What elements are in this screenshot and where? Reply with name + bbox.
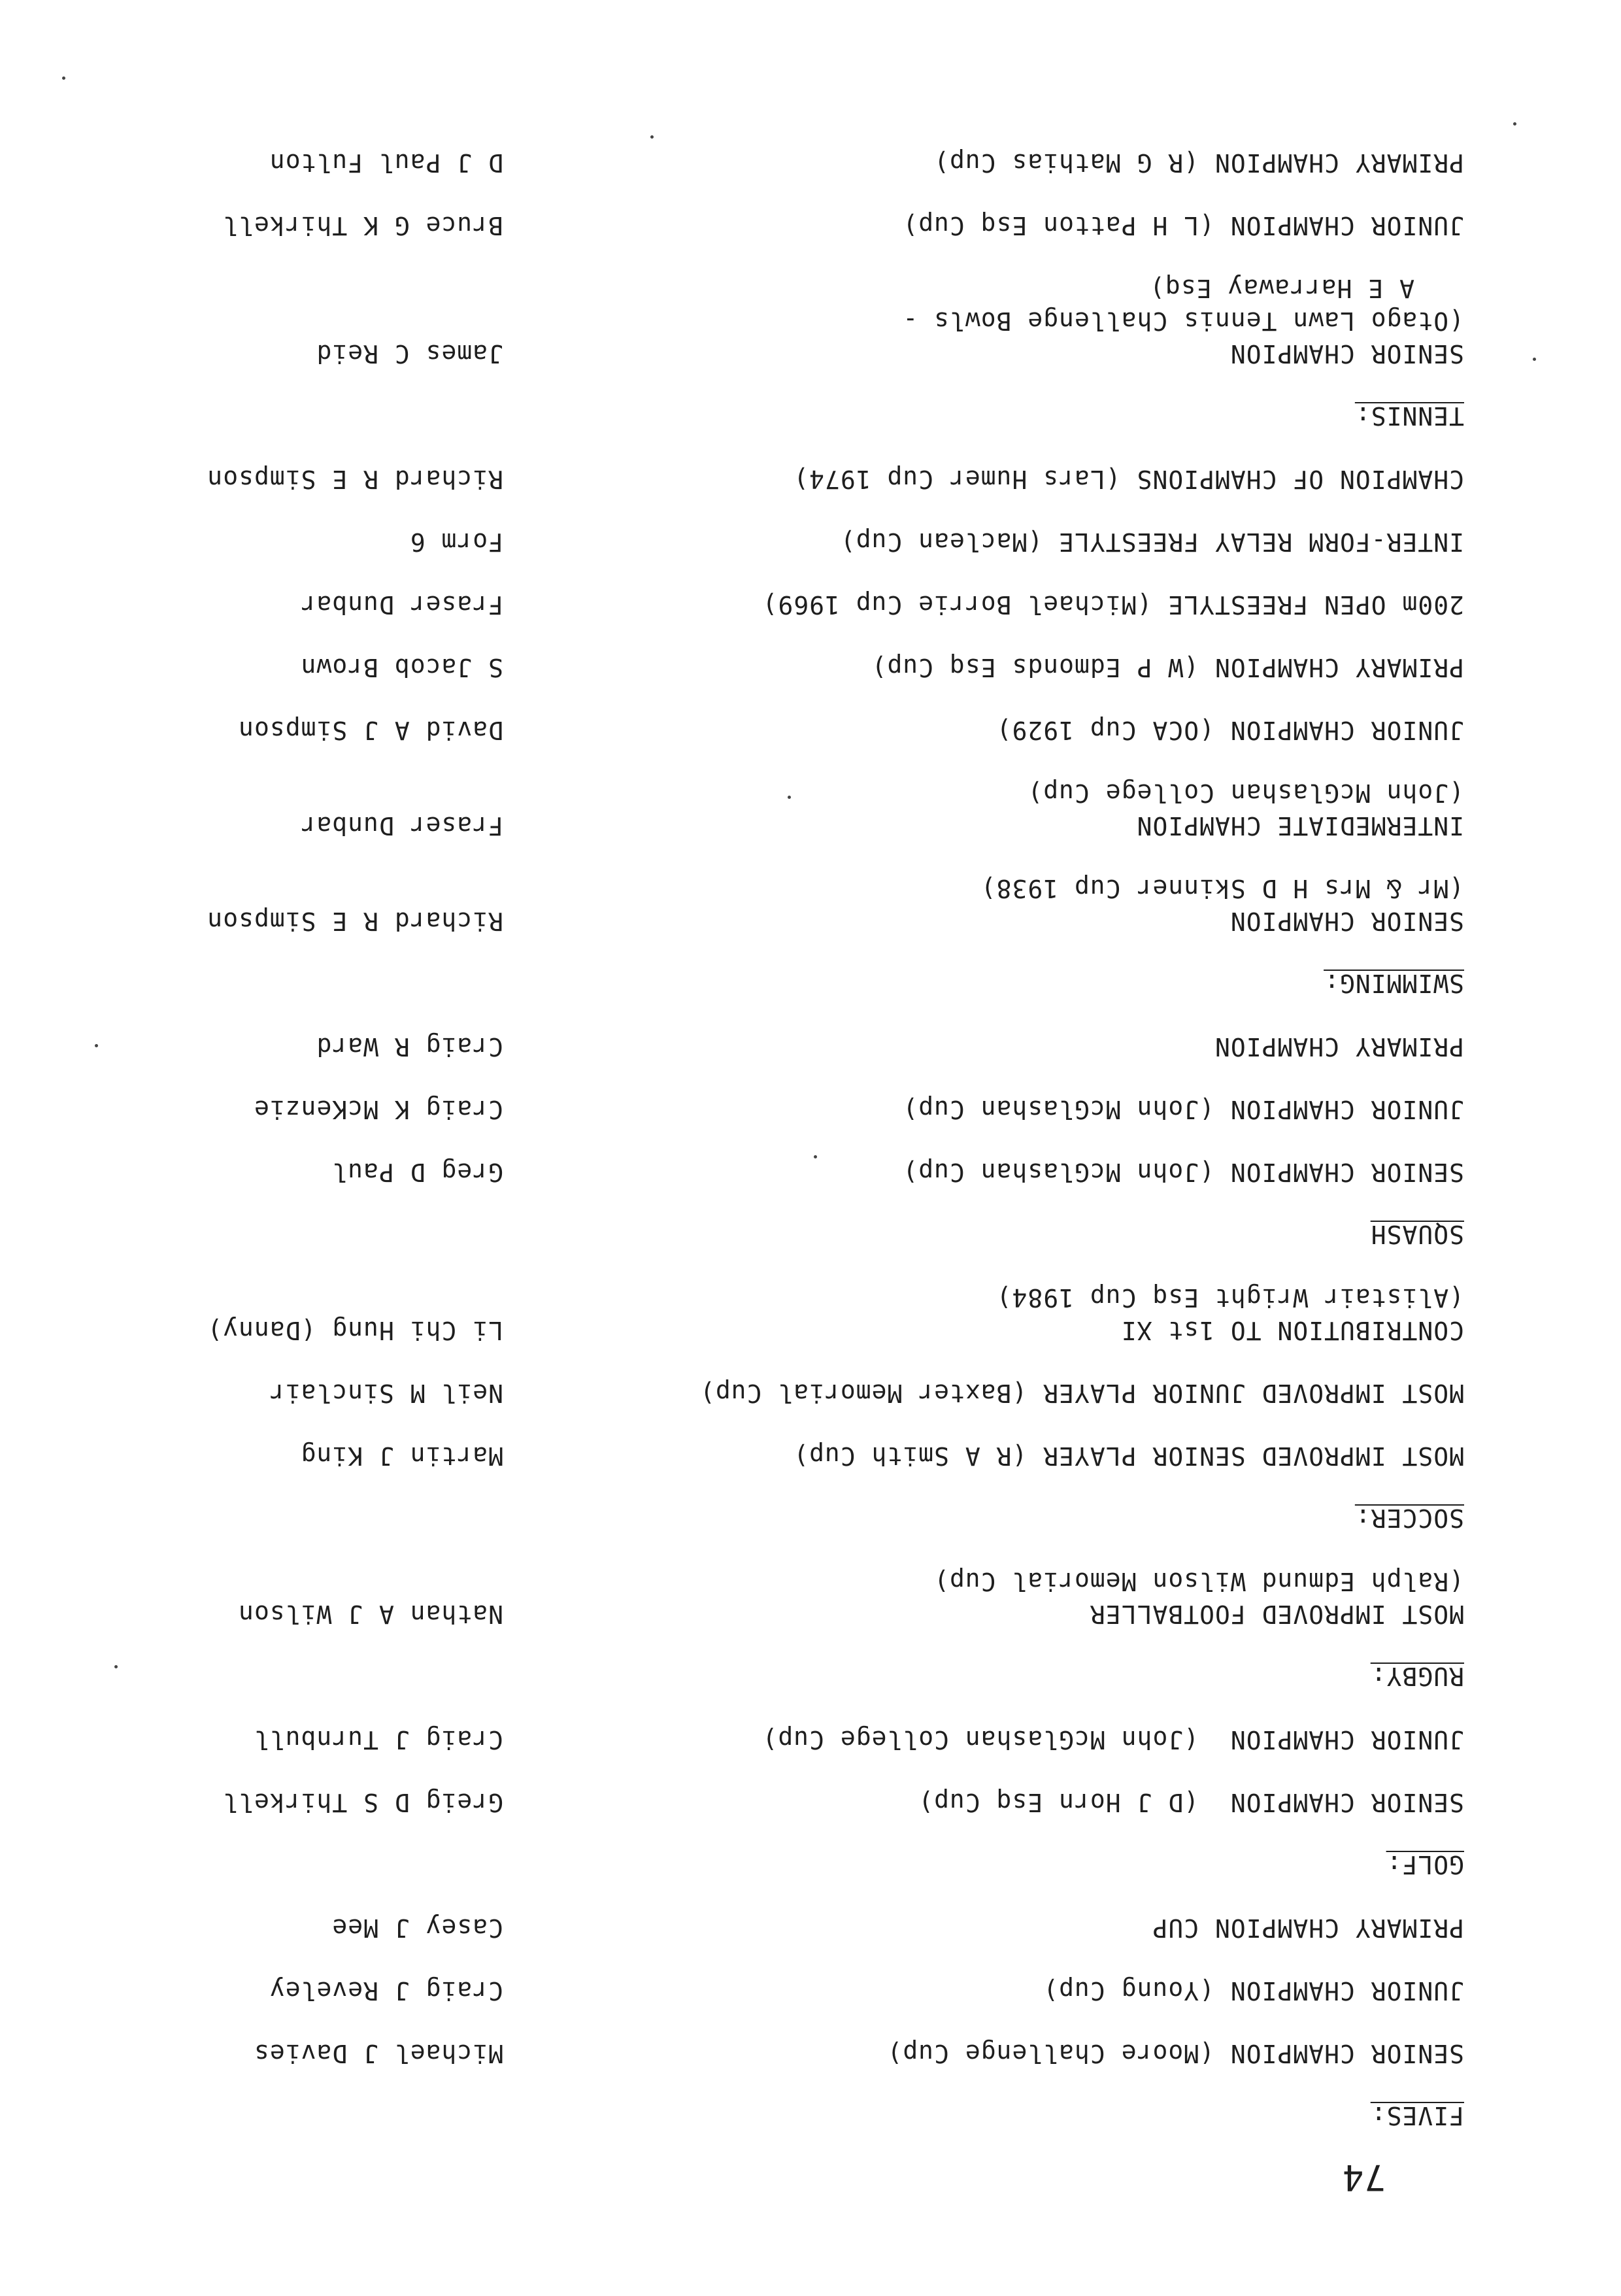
award-row (157, 1156, 1464, 1189)
award-title-line: A E Harraway Esq) (1149, 274, 1414, 303)
award-title-line: MOST IMPROVED FOOTBALLER (1089, 1600, 1464, 1629)
award-title-line: JUNIOR CHAMPION (OCA Cup 1929) (995, 716, 1464, 745)
award-title-line: JUNIOR CHAMPION (L H Patton Esq Cup) (902, 211, 1464, 240)
award-row (157, 526, 1464, 558)
award-title (503, 1974, 1464, 2007)
award-row (157, 1093, 1464, 1126)
award-title-line: JUNIOR CHAMPION (John McGlashan Cup) (902, 1095, 1464, 1124)
section-heading-text: RUGBY: (1370, 1662, 1464, 1691)
section-heading (157, 1848, 1464, 1882)
award-row (157, 146, 1464, 179)
award-winner: S Jacob Brown (300, 653, 503, 682)
award-winner: James C Reid (316, 339, 503, 368)
award-title (503, 1723, 1464, 1756)
section-heading-text: SOCCER: (1354, 1504, 1464, 1532)
award-winner: Craig J Turnbull (253, 1725, 503, 1754)
award-winner: Form 6 (409, 528, 503, 556)
award-title-line: SENIOR CHAMPION (D J Horn Esq Cup) (918, 1788, 1464, 1817)
award-row (157, 777, 1464, 842)
award-winner: Li Chi Hung (Danny) (207, 1316, 503, 1345)
section-heading (157, 399, 1464, 433)
scan-speck (114, 1665, 118, 1668)
scan-speck (62, 76, 65, 80)
award-title-line: CONTRIBUTION TO 1st XI (1120, 1316, 1464, 1345)
award-winner: David A J Simpson (238, 716, 503, 745)
award-title-line: PRIMARY CHAMPION (W P Edmonds Esq Cup) (871, 653, 1464, 682)
award-title (503, 872, 1464, 937)
award-title-line: SENIOR CHAMPION (Moore Challenge Cup) (886, 2039, 1464, 2068)
award-winner: Greg D Paul (331, 1158, 503, 1187)
award-title (503, 146, 1464, 179)
scan-speck (95, 1044, 98, 1047)
award-row (157, 209, 1464, 242)
award-winner: Craig J Reveley (269, 1976, 503, 2005)
award-title (503, 1156, 1464, 1189)
award-title-line: (Mr & Mrs H D Skinner Cup 1938) (980, 874, 1464, 903)
award-title-line: CHAMPION OF CHAMPIONS (Lars Humer Cup 1974) (793, 465, 1464, 494)
award-title (503, 777, 1464, 842)
award-title (503, 272, 1464, 370)
award-title (503, 2037, 1464, 2070)
section-heading-text: SQUASH (1370, 1220, 1464, 1249)
award-row (157, 1786, 1464, 1819)
award-title-line: (Alistair Wright Esq Cup 1984) (995, 1283, 1464, 1312)
award-winner: Michael J Davies (253, 2039, 503, 2068)
award-title-line: SENIOR CHAMPION (John McGlashan Cup) (902, 1158, 1464, 1187)
award-title-line: MOST IMPROVED JUNIOR PLAYER (Baxter Memorial Cup) (699, 1379, 1464, 1408)
award-title (503, 463, 1464, 496)
award-title-line: SENIOR CHAMPION (1229, 339, 1464, 368)
award-row (157, 1723, 1464, 1756)
award-winner: Richard R E Simpson (207, 465, 503, 494)
section-heading (157, 1217, 1464, 1251)
award-title-line: (Ralph Edmund Wilson Memorial Cup) (933, 1567, 1464, 1596)
award-row (157, 588, 1464, 621)
award-row (157, 651, 1464, 684)
award-title-line: PRIMARY CHAMPION (1214, 1032, 1464, 1061)
award-title-line: JUNIOR CHAMPION (John McGlashan College Cup) (761, 1725, 1464, 1754)
award-row (157, 2037, 1464, 2070)
section-heading (157, 966, 1464, 1000)
scan-speck (814, 1155, 817, 1158)
section-heading-text: FIVES: (1370, 2101, 1464, 2130)
award-title-line: 200m OPEN FREESTYLE (Michael Borrie Cup 1969) (761, 590, 1464, 619)
award-row (157, 872, 1464, 937)
scan-speck (650, 135, 654, 139)
award-winner: Martin J King (300, 1442, 503, 1470)
award-row (157, 272, 1464, 370)
award-title-line: SENIOR CHAMPION (1229, 907, 1464, 936)
award-title (503, 1912, 1464, 1944)
award-title (503, 1281, 1464, 1347)
award-winner: Fraser Dunbar (300, 590, 503, 619)
section-heading (157, 1501, 1464, 1535)
award-title-line: (John McGlashan College Cup) (1027, 779, 1464, 807)
award-title (503, 1786, 1464, 1819)
award-row (157, 1030, 1464, 1063)
award-title-line: INTER-FORM RELAY FREESTYLE (Maclean Cup) (839, 528, 1464, 556)
award-row (157, 714, 1464, 747)
section-heading-text: SWIMMING: (1324, 969, 1464, 998)
award-title (503, 1030, 1464, 1063)
section-heading (157, 1659, 1464, 1693)
award-title-line: (Otago Lawn Tennis Challenge Bowls - (902, 307, 1464, 335)
scan-speck (1513, 122, 1516, 126)
award-title (503, 1440, 1464, 1472)
award-row (157, 1974, 1464, 2007)
award-title-line: JUNIOR CHAMPION (Young Cup) (1043, 1976, 1464, 2005)
award-title (503, 651, 1464, 684)
award-winner: D J Paul Fulton (269, 148, 503, 177)
award-title (503, 526, 1464, 558)
section-heading-text: GOLF: (1386, 1850, 1464, 1879)
award-winner: Neil M Sinclair (269, 1379, 503, 1408)
award-title-line: PRIMARY CHAMPION CUP (1152, 1914, 1464, 1942)
award-title-line: MOST IMPROVED SENIOR PLAYER (R A Smith Cup) (793, 1442, 1464, 1470)
award-row (157, 1440, 1464, 1472)
award-title (503, 209, 1464, 242)
award-row (157, 1377, 1464, 1410)
award-row (157, 1565, 1464, 1630)
award-title-line: INTERMEDIATE CHAMPION (1136, 811, 1464, 840)
award-title-line: PRIMARY CHAMPION (R G Mathias Cup) (933, 148, 1464, 177)
awards-list (157, 116, 1464, 2133)
section-heading-text: TENNIS: (1354, 401, 1464, 430)
award-title (503, 588, 1464, 621)
award-row (157, 1281, 1464, 1347)
award-title (503, 714, 1464, 747)
award-winner: Craig R Ward (316, 1032, 503, 1061)
page-number: 74 (1341, 2157, 1386, 2198)
award-winner: Nathan A J Wilson (238, 1600, 503, 1629)
award-row (157, 1912, 1464, 1944)
award-winner: Casey J Mee (331, 1914, 503, 1942)
section-heading (157, 2099, 1464, 2133)
award-title (503, 1093, 1464, 1126)
award-winner: Greig D S Thirkell (222, 1788, 503, 1817)
scan-speck (788, 796, 791, 799)
scan-speck (1533, 358, 1536, 361)
award-title (503, 1377, 1464, 1410)
award-row (157, 463, 1464, 496)
award-winner: Richard R E Simpson (207, 907, 503, 936)
award-winner: Craig K McKenzie (253, 1095, 503, 1124)
award-title (503, 1565, 1464, 1630)
award-winner: Fraser Dunbar (300, 811, 503, 840)
award-winner: Bruce G K Thirkell (222, 211, 503, 240)
